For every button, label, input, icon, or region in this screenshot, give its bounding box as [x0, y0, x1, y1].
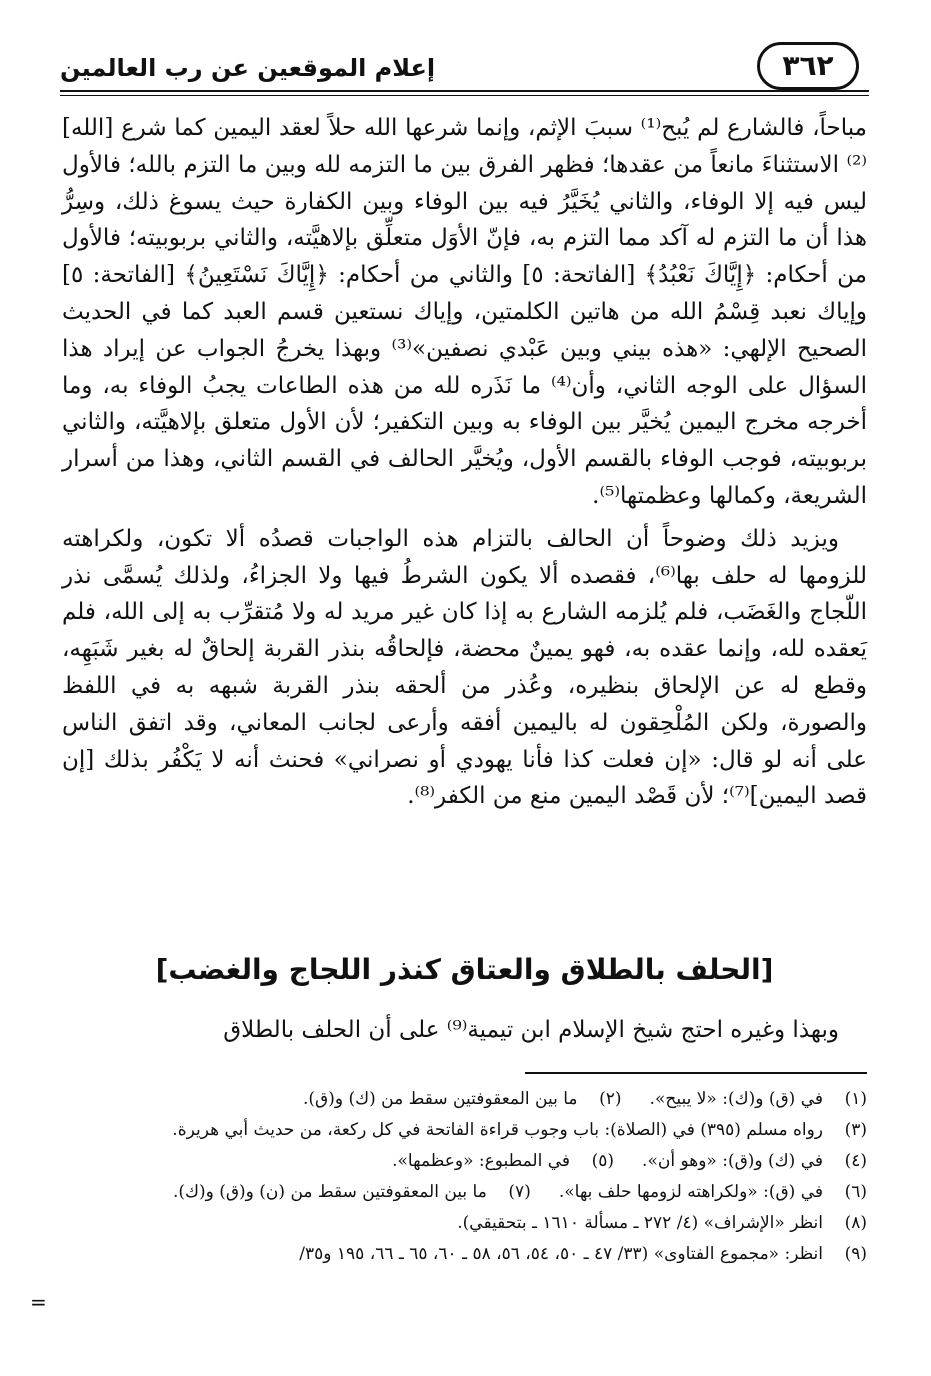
footnote-text: انظر «الإشراف» (٤/ ٢٧٢ ـ مسألة ١٦١٠ ـ بتحقيقي). — [457, 1213, 823, 1233]
section-paragraph: وبهذا وغيره احتج شيخ الإسلام ابن تيمية⁽⁹⁾ على أن الحلف بالطلاق — [223, 1017, 839, 1043]
footnote — [62, 1115, 867, 1146]
footnote-number: (٤) — [844, 1151, 867, 1171]
footnote-number: (٨) — [844, 1213, 867, 1233]
footnote-number: (٢) — [599, 1089, 622, 1109]
footnote-text: في (ق): «ولكراهته لزومها حلف بها». — [558, 1182, 823, 1202]
footnote-row — [62, 1084, 867, 1115]
footnote-separator — [525, 1072, 867, 1074]
header-rule-thin — [60, 95, 869, 96]
footnote-number: (٥) — [591, 1151, 615, 1171]
section-heading: [الحلف بالطلاق والعتاق كنذر اللجاج والغضب] — [155, 953, 774, 986]
footnote — [62, 1239, 867, 1270]
footnote-text: ما بين المعقوفتين سقط من (ك) و(ق). — [303, 1089, 578, 1109]
footnotes — [62, 1084, 867, 1270]
footnote-text: في (ك) و(ق): «وهو أن». — [642, 1151, 823, 1171]
paragraph-1: مباحاً، فالشارع لم يُبح⁽¹⁾ سببَ الإثم، وإنما شرعها الله حلاً لعقد اليمين كما شرع [الله]⁽²⁾ الاستثناءَ مانعاً من عقدها؛ فظهر الفرق بين ما التزمه لله وبين ما التزم بالله؛ فالأول ليس فيه إلا الوفاء، والثاني يُخَيَّرُ فيه بين الوفاء وبين الكفارة حيث يسوغ ذلك، وسِرُّ هذا أن ما التزم له آكد مما التزم به، فإنّ الأوَل متعلِّق بإلاهيَّته، والثاني بربوبيته؛ فالأول من أحكام: ﴿إِيَّاكَ نَعْبُدُ﴾ [الفاتحة: ٥] والثاني من أحكام: ﴿إِيَّاكَ نَسْتَعِينُ﴾ [الفاتحة: ٥] وإياك نعبد قِسْمُ الله من هاتين الكلمتين، وإياك نستعين قسم العبد كما في الحديث الصحيح الإلهي: «هذه بيني وبين عَبْدي نصفين»⁽³⁾ وبهذا يخرجُ الجواب عن إيراد هذا السؤال على الوجه الثاني، وأن⁽⁴⁾ ما نَذَره لله من هذه الطاعات يجبُ الوفاء به، وما أخرجه مخرج اليمين يُخيَّر بين الوفاء به وبين التكفير؛ لأن الأول متعلق بإلاهيَّته، والثاني بربوبيته، فوجب الوفاء بالقسم الأول، ويُخيَّر الحالف في القسم الثاني، وهذا من أسرار الشريعة، وكمالها وعظمتها⁽⁵⁾. — [62, 115, 867, 509]
footnote — [642, 1146, 867, 1177]
footnote — [650, 1084, 867, 1115]
footnote-row — [62, 1177, 867, 1208]
page-number-badge: ٣٦٢ — [757, 42, 859, 90]
footnote-number: (٩) — [844, 1244, 867, 1264]
footnote-text: في (ق) و(ك): «لا يبيح». — [649, 1089, 823, 1109]
footnote-text: في المطبوع: «وعظمها». — [392, 1151, 571, 1171]
header-rule — [60, 90, 869, 92]
footnote — [303, 1084, 622, 1115]
page-header — [60, 40, 869, 100]
footnote-row — [62, 1146, 867, 1177]
footnote — [62, 1208, 867, 1239]
footnote — [559, 1177, 867, 1208]
footnote-number: (٣) — [844, 1120, 867, 1140]
footnote-text: انظر: «مجموع الفتاوى» (٣٣/ ٤٧ ـ ٥٠، ٥٤، ٥٦، ٥٨ ـ ٦٠، ٦٥ ـ ٦٦، ١٩٥ و٣٥/ — [299, 1244, 823, 1264]
footnote — [173, 1177, 531, 1208]
footnote-text: رواه مسلم (٣٩٥) في (الصلاة): باب وجوب قراءة الفاتحة في كل ركعة، من حديث أبي هريرة. — [172, 1120, 823, 1140]
footnote-text: ما بين المعقوفتين سقط من (ن) و(ق) و(ك). — [172, 1182, 487, 1202]
footnote-number: (١) — [844, 1089, 867, 1109]
continuation-mark: = — [30, 1290, 47, 1314]
paragraph-2: ويزيد ذلك وضوحاً أن الحالف بالتزام هذه الواجبات قصدُه ألا تكون، ولكراهته للزومها له حلف بها⁽⁶⁾، فقصده ألا يكون الشرطُ فيها ولا الجزاءُ، ولذلك يُسمَّى نذر اللّجاج والغَضَب، فلم يُلزمه الشارع به إذا كان غير مريد له ولا مُتقرِّب به إلى الله، فلم يَعقده لله، وإنما عقده به، فهو يمينٌ محضة، فإلحاقُه بنذر القربة إلحاقٌ له بغير شَبَهِه، وقطع له عن الإلحاق بنظيره، وعُذر من ألحقه بنذر القربة شبهه به في اللفظ والصورة، ولكن المُلْحِقون له باليمين أفقه وأرعى لجانب المعاني، وقد اتفق الناس على أنه لو قال: «إن فعلت كذا فأنا يهودي أو نصراني» فحنث أنه لا يَكْفُر بذلك [إن قصد اليمين]⁽⁷⁾؛ لأن قَصْد اليمين منع من الكفر⁽⁸⁾. — [62, 525, 867, 810]
footnote-number: (٦) — [844, 1182, 867, 1202]
running-title: إعلام الموقعين عن رب العالمين — [60, 54, 436, 82]
main-text — [62, 110, 867, 815]
footnote-number: (٧) — [508, 1182, 531, 1202]
footnote — [392, 1146, 614, 1177]
